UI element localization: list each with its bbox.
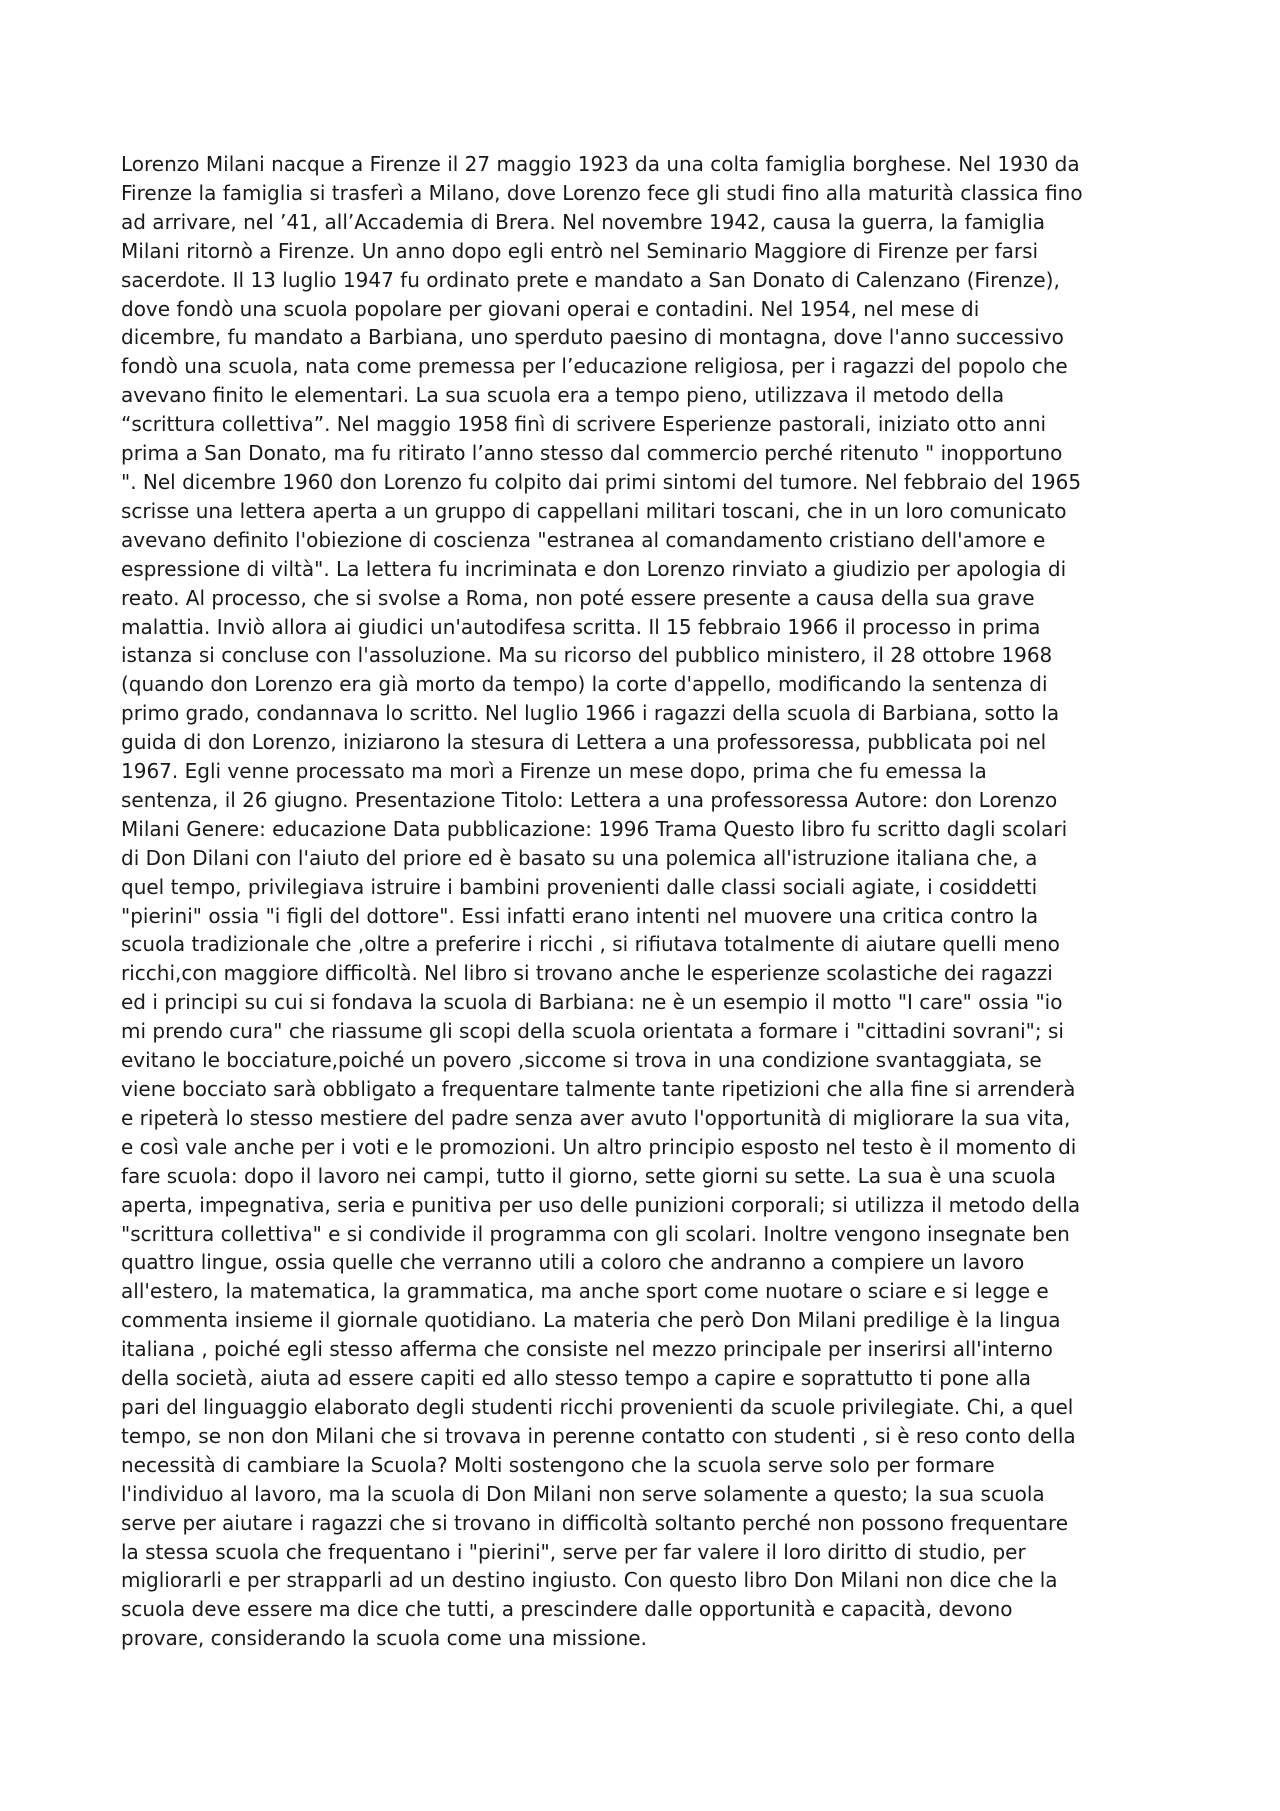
text-line: 1967. Egli venne processato ma morì a Firenze un mese dopo, prima che fu emessa la bbox=[121, 759, 987, 784]
text-line: provare, considerando la scuola come una missione. bbox=[121, 1626, 647, 1651]
text-line: ricchi,con maggiore difficoltà. Nel libro si trovano anche le esperienze scolastiche dei ragazzi bbox=[121, 961, 1053, 986]
text-line: mi prendo cura" che riassume gli scopi della scuola orientata a formare i "cittadini sovrani"; si bbox=[121, 1019, 1064, 1044]
text-line: viene bocciato sarà obbligato a frequentare talmente tante ripetizioni che alla fine si arrenderà bbox=[121, 1077, 1076, 1101]
body-text bbox=[121, 150, 1161, 1653]
text-line: sentenza, il 26 giugno. Presentazione Titolo: Lettera a una professoressa Autore: don Lorenzo bbox=[121, 787, 1058, 812]
text-line: e ripeterà lo stesso mestiere del padre senza aver avuto l'opportunità di migliorare la sua vita, bbox=[121, 1105, 1071, 1130]
text-line: avevano definito l'obiezione di coscienza "estranea al comandamento cristiano dell'amore e bbox=[121, 527, 1046, 552]
text-line: “scrittura collettiva”. Nel maggio 1958 finì di scrivere Esperienze pastorali, iniziato otto anni bbox=[121, 412, 1047, 437]
text-line: necessità di cambiare la Scuola? Molti sostengono che la scuola serve solo per formare bbox=[121, 1452, 995, 1477]
text-line: all'estero, la matematica, la grammatica, ma anche sport come nuotare o sciare e si legge e bbox=[121, 1279, 1049, 1304]
text-line: la stessa scuola che frequentano i "pierini", serve per far valere il loro diritto di studio, per bbox=[121, 1539, 1026, 1564]
text-line: ed i principi su cui si fondava la scuola di Barbiana: ne è un esempio il motto "I care" ossia "io bbox=[121, 990, 1063, 1015]
text-line: italiana , poiché egli stesso afferma che consiste nel mezzo principale per inserirsi all'interno bbox=[121, 1337, 1053, 1362]
text-line: migliorarli e per strapparli ad un destino ingiusto. Con questo libro Don Milani non dice che la bbox=[121, 1568, 1058, 1593]
text-line: l'individuo al lavoro, ma la scuola di Don Milani non serve solamente a questo; la sua scuola bbox=[121, 1481, 1045, 1506]
text-line: prima a San Donato, ma fu ritirato l’anno stesso dal commercio perché ritenuto " inopportuno bbox=[121, 441, 1063, 466]
text-line: tempo, se non don Milani che si trovava in perenne contatto con studenti , si è reso conto della bbox=[121, 1423, 1076, 1448]
text-line: quattro lingue, ossia quelle che verranno utili a coloro che andranno a compiere un lavoro bbox=[121, 1250, 1025, 1275]
text-line: reato. Al processo, che si svolse a Roma, non poté essere presente a causa della sua grave bbox=[121, 585, 1035, 610]
text-line: della società, aiuta ad essere capiti ed allo stesso tempo a capire e soprattutto ti pone alla bbox=[121, 1366, 1032, 1391]
text-line: guida di don Lorenzo, iniziarono la stesura di Lettera a una professoressa, pubblicata poi nel bbox=[121, 730, 1047, 755]
text-line: espressione di viltà". La lettera fu incriminata e don Lorenzo rinviato a giudizio per apologia di bbox=[121, 556, 1067, 581]
text-line: pari del linguaggio elaborato degli studenti ricchi provenienti da scuole privilegiate. Chi, a quel bbox=[121, 1394, 1074, 1419]
text-line: e così vale anche per i voti e le promozioni. Un altro principio esposto nel testo è il momento di bbox=[121, 1134, 1077, 1159]
text-line: scuola deve essere ma dice che tutti, a prescindere dalle opportunità e capacità, devono bbox=[121, 1597, 1013, 1622]
text-line: "scrittura collettiva" e si condivide il programma con gli scolari. Inoltre vengono insegnate ben bbox=[121, 1221, 1070, 1246]
text-line: ad arrivare, nel ’41, all’Accademia di Brera. Nel novembre 1942, causa la guerra, la famiglia bbox=[121, 209, 1046, 234]
text-line: Milani ritornò a Firenze. Un anno dopo egli entrò nel Seminario Maggiore di Firenze per farsi bbox=[121, 238, 1039, 263]
text-line: fare scuola: dopo il lavoro nei campi, tutto il giorno, sette giorni su sette. La sua è una scuola bbox=[121, 1163, 1056, 1188]
text-line: scrisse una lettera aperta a un gruppo di cappellani militari toscani, che in un loro comunicato bbox=[121, 498, 1067, 523]
text-line: avevano finito le elementari. La sua scuola era a tempo pieno, utilizzava il metodo della bbox=[121, 383, 1005, 408]
text-line: primo grado, condannava lo scritto. Nel luglio 1966 i ragazzi della scuola di Barbiana, sotto la bbox=[121, 701, 1060, 726]
text-line: istanza si concluse con l'assoluzione. Ma su ricorso del pubblico ministero, il 28 ottobre 1968 bbox=[121, 643, 1053, 668]
text-line: Milani Genere: educazione Data pubblicazione: 1996 Trama Questo libro fu scritto dagli scolari bbox=[121, 816, 1068, 841]
text-line: (quando don Lorenzo era già morto da tempo) la corte d'appello, modificando la sentenza di bbox=[121, 672, 1048, 697]
text-line: dicembre, fu mandato a Barbiana, uno sperduto paesino di montagna, dove l'anno successivo bbox=[121, 325, 1064, 350]
text-line: scuola tradizionale che ,oltre a preferire i ricchi , si rifiutava totalmente di aiutare quelli meno bbox=[121, 932, 1060, 957]
text-line: evitano le bocciature,poiché un povero ,siccome si trova in una condizione svantaggiata, se bbox=[121, 1048, 1042, 1073]
text-line: malattia. Inviò allora ai giudici un'autodifesa scritta. Il 15 febbraio 1966 il processo in prima bbox=[121, 614, 1041, 639]
text-line: serve per aiutare i ragazzi che si trovano in difficoltà soltanto perché non possono frequentare bbox=[121, 1510, 1069, 1535]
text-line: aperta, impegnativa, seria e punitiva per uso delle punizioni corporali; si utilizza il metodo della bbox=[121, 1192, 1081, 1217]
text-line: quel tempo, privilegiava istruire i bambini provenienti dalle classi sociali agiate, i cosiddetti bbox=[121, 874, 1038, 899]
text-line: Firenze la famiglia si trasferì a Milano, dove Lorenzo fece gli studi fino alla maturità classica fino bbox=[121, 180, 1083, 205]
text-line: di Don Dilani con l'aiuto del priore ed è basato su una polemica all'istruzione italiana che, a bbox=[121, 845, 1038, 870]
text-line: "pierini" ossia "i figli del dottore". Essi infatti erano intenti nel muovere una critica contro la bbox=[121, 903, 1039, 928]
text-line: sacerdote. Il 13 luglio 1947 fu ordinato prete e mandato a San Donato di Calenzano (Firenze), bbox=[121, 267, 1060, 292]
text-line: commenta insieme il giornale quotidiano. La materia che però Don Milani predilige è la lingua bbox=[121, 1308, 1061, 1333]
text-line: fondò una scuola, nata come premessa per l’educazione religiosa, per i ragazzi del popolo che bbox=[121, 354, 1068, 379]
text-line: dove fondò una scuola popolare per giovani operai e contadini. Nel 1954, nel mese di bbox=[121, 296, 980, 321]
text-line: Lorenzo Milani nacque a Firenze il 27 maggio 1923 da una colta famiglia borghese. Nel 1930 da bbox=[121, 152, 1080, 176]
text-line: ". Nel dicembre 1960 don Lorenzo fu colpito dai primi sintomi del tumore. Nel febbraio del 1965 bbox=[121, 469, 1082, 494]
